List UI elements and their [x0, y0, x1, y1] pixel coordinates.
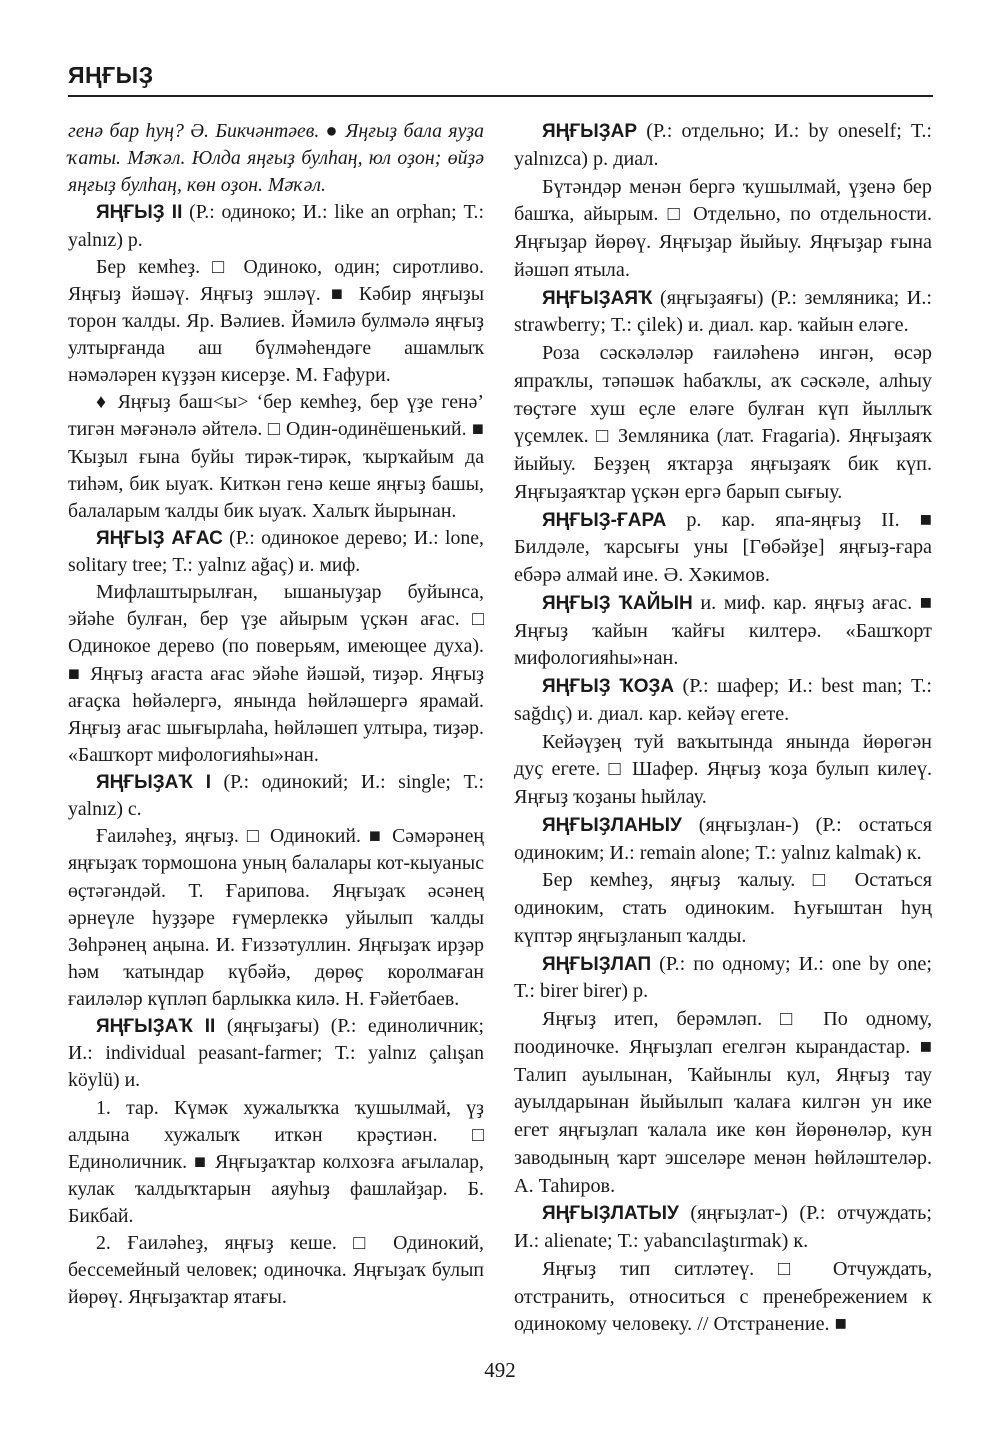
- headword: ЯҢҒЫҘАР: [542, 121, 638, 142]
- dictionary-entry: ЯҢҒЫҘ ҠОҘА (Р.: шафер; И.: best man; Т.: sağdıç) и. диал. кар. кейәү егете.: [514, 675, 932, 725]
- right-column: [514, 118, 932, 1339]
- entry-body: Бер кемһеҙ. □ Одиноко, один; сиротливо. Яңғыҙ йәшәү. Яңғыҙ эшләү. ■ Кәбир яңғыҙы торон ҡалды. Яр. Вәлиев. Йәмилә булмәлә яңғыҙ ултырғанда аш бүлмәһендәге ашамлыҡ нәмәләрен күҙҙән кисерҙе. М. Ғафури.: [68, 255, 484, 387]
- dictionary-entry: ЯҢҒЫҘЛАТЫУ (яңғыҙлат-) (Р.: отчуждать; И.: alienate; Т.: yabancılaştırmak) к.: [514, 1202, 932, 1252]
- dictionary-entry: ЯҢҒЫҘАҠ II (яңғыҙағы) (Р.: единоличник; И.: individual peasant-farmer; Т.: yalnız çalışan köylü) и.: [68, 1015, 484, 1092]
- headword: ЯҢҒЫҘЛАП: [542, 953, 652, 975]
- entry-body: ♦ Яңғыҙ баш<ы> ‘бер кемһеҙ, бер үҙе генә’ тигән мәғәнәлә әйтелә. □ Один-одинёшенький. ■ Ҡыҙыл ғына буйы тирәк-тирәк, ҡырҡайым да тиһәм, бик ыуаҡ. Киткән генә кеше яңғыҙ башы, балаларым ҡалды бик ыуаҡ. Халыҡ йырынан.: [68, 391, 484, 522]
- dictionary-entry: ЯҢҒЫҘ ҠАЙЫН и. миф. кар. яңғыҙ ағас. ■ Яңғыҙ ҡайын ҡайғы килтерә. «Башҡорт мифологияһы»нан.: [514, 591, 932, 670]
- dictionary-entry: ЯҢҒЫҘАР (Р.: отдельно; И.: by oneself; Т.: yalnızca) р. диал.: [514, 120, 932, 170]
- dictionary-entry: ЯҢҒЫҘАЯҠ (яңғыҙаяғы) (Р.: земляника; И.: strawberry; Т.: çilek) и. диал. кар. ҡайын еләге.: [514, 286, 932, 337]
- entry-body: Кейәүҙең туй ваҡытында янында йөрөгән дуҫ егете. □ Шафер. Яңғыҙ ҡоҙа булып килеү. Яңғыҙ ҡоҙаны һыйлау.: [514, 730, 932, 808]
- headword: ЯҢҒЫҘ АҒАС: [96, 527, 223, 549]
- headword: ЯҢҒЫҘАЯҠ: [542, 287, 653, 309]
- entry-body: 1. тар. Күмәк хужалыҡҡа ҡушылмай, үҙ алдына хужалыҡ иткән крәҫтиән. □ Единоличник. ■ Яңғыҙаҡтар колхозға ағылалар, кулак ҡалдыҡтарын аяуһыҙ фашлайҙар. Б. Бикбай.: [68, 1096, 484, 1227]
- entry-body: Яңғыҙ тип ситләтеү. □ Отчуждать, отстранить, относиться с пренебрежением к одинокому человеку. // Отстранение. ■: [514, 1257, 932, 1336]
- entry-body: Роза сәскәләләр ғаиләһенә ингән, өсәр япраҡлы, тәпәшәк һабаҡлы, аҡ сәскәле, алһыу төҫтәге хуш еҫле еләге булған күп йыллыҡ үҫемлек. □ Земляника (лат. Fragaria). Яңғыҙаяҡ йыйыу. Беҙҙең яҡтарҙа яңғыҙаяҡ бик күп. Яңғыҙаяҡтар үҫкән ергә барып сығыу.: [514, 342, 932, 503]
- entry-body: Мифлаштырылған, ышаныуҙар буйынса, эйәһе булған, бер үҙе айырым үҫкән ағас. □ Одинокое дерево (по поверьям, имеющее духа). ■ Яңғыҙ ағаста ағас эйәһе йәшәй, тиҙәр. Яңғыҙ ағаҫка һөйәлергә, янында һөйләшергә ярамай. Яңғыҙ ағас шығырлаһа, һөйләшеп ултыра, тиҙәр. «Башҡорт мифологияһы»нан.: [68, 581, 484, 766]
- dictionary-entry: ЯҢҒЫҘЛАНЫУ (яңғыҙлан-) (Р.: остаться одиноким; И.: remain alone; Т.: yalnız kalmak) к.: [514, 813, 932, 864]
- headword: ЯҢҒЫҘЛАНЫУ: [542, 814, 682, 836]
- entry-body: Бер кемһеҙ, яңғыҙ ҡалыу. □ Остаться одиноким, стать одиноким. Һуғыштан һуң күптәр яңғыҙланып ҡалды.: [514, 869, 932, 947]
- entry-body: Яңғыҙ итеп, берәмләп. □ По одному, поодиночке. Яңғыҙлап егелгән кырандастар. ■ Талип ауылынан, Ҡайынлы кул, Яңғыҙ тау ауылдарынан йыйылып ҡалаға килгән ун ике егет яңғыҙлап ҡалала ике көн йөрөнөләр, кун заводының ҡарт эшселәре менән һөйләштеләр. А. Таһиров.: [514, 1008, 932, 1197]
- headword: ЯҢҒЫҘАҠ II: [96, 1016, 216, 1038]
- page-number: 492: [484, 1358, 516, 1382]
- entry-body: 2. Ғаиләһеҙ, яңғыҙ кеше. □ Одинокий, бессемейный человек; одиночка. Яңғыҙаҡ булып йөрөү. Яңғыҙаҡтар ятағы.: [68, 1232, 484, 1309]
- entry-body: Ғаиләһеҙ, яңғыҙ. □ Одинокий. ■ Сәмәрәнең яңғыҙаҡ тормошона уның балалары кот-кыуаныс өҫтәгәндәй. Т. Ғарипова. Яңғыҙаҡ әсәнең әрнеүле һуҙҙәре ғүмерлеккә уйылып ҡалды Зөһрәнең аңына. И. Ғиззәтуллин. Яңғыҙаҡ ирҙәр һәм ҡатындар күбәйә, дөрөҫ королмаған ғаиләләр күпләп барлыкка килә. Н. Ғәйетбаев.: [68, 825, 484, 1010]
- header-rule: [68, 95, 933, 97]
- entry-body: Бүтәндәр менән бергә ҡушылмай, үҙенә бер башҡа, айырым. □ Отдельно, по отдельности. Яңғыҙар йөрөү. Яңғыҙар йыйыу. Яңғыҙар ғына йәшәп ятыла.: [514, 175, 932, 281]
- left-column: [68, 118, 484, 1312]
- dictionary-entry: ЯҢҒЫҘ II (Р.: одиноко; И.: like an orphan; Т.: yalnız) р.: [68, 201, 484, 251]
- headword: ЯҢҒЫҘЛАТЫУ: [542, 1203, 679, 1225]
- header-title: ЯҢҒЫҘ: [68, 62, 154, 88]
- headword: ЯҢҒЫҘ II: [96, 202, 183, 224]
- headword: ЯҢҒЫҘ ҠОҘА: [542, 676, 675, 697]
- headword: ЯҢҒЫҘАҠ I: [96, 772, 211, 793]
- dictionary-entry: ЯҢҒЫҘ-ҒАРА р. кар. япа-яңғыҙ II. ■ Билдәле, ҡарсығы уны [Гөбәйҙе] яңғыҙ-ғара ебәрә алмай ине. Ә. Хәкимов.: [514, 508, 932, 586]
- dictionary-entry: ЯҢҒЫҘЛАП (Р.: по одному; И.: one by one; Т.: birer birer) р.: [514, 952, 932, 1003]
- dictionary-entry: ЯҢҒЫҘАҠ I (Р.: одинокий; И.: single; Т.: yalnız) с.: [68, 771, 484, 821]
- dictionary-entry: ЯҢҒЫҘ АҒАС (Р.: одинокое дерево; И.: lone, solitary tree; Т.: yalnız ağaç) и. миф.: [68, 526, 484, 576]
- headword: ЯҢҒЫҘ ҠАЙЫН: [542, 592, 693, 614]
- headword: ЯҢҒЫҘ-ҒАРА: [542, 509, 667, 531]
- running-header: [68, 60, 930, 90]
- entry-fragment: генә бар һуң? Ә. Бикчәнтәев. ● Яңғыҙ бала яуҙа ҡаты. Мәҡәл. Юлда яңғыҙ булһаң, юл оҙон; өйҙә яңғыҙ булһаң, көн оҙон. Мәҡәл.: [68, 120, 484, 197]
